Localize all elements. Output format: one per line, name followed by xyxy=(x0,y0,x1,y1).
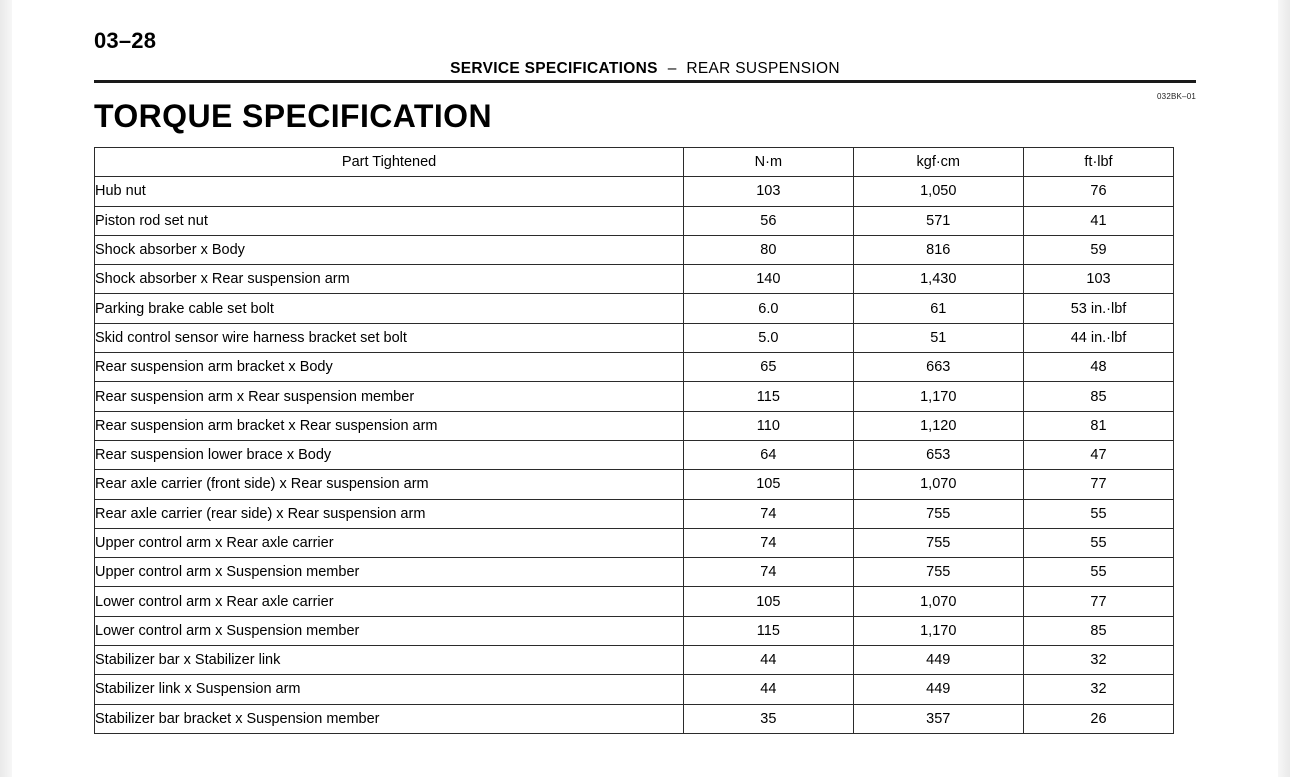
cell-part-tightened: Stabilizer bar x Stabilizer link xyxy=(95,646,684,675)
cell-ft-lbf: 59 xyxy=(1024,235,1174,264)
table-row xyxy=(95,353,1174,382)
table-row xyxy=(95,265,1174,294)
column-header-part-tightened: Part Tightened xyxy=(95,148,684,177)
cell-newton-meter: 105 xyxy=(684,587,853,616)
cell-kgf-cm: 571 xyxy=(853,206,1023,235)
cell-newton-meter: 44 xyxy=(684,646,853,675)
cell-newton-meter: 110 xyxy=(684,411,853,440)
cell-ft-lbf: 44 in.·lbf xyxy=(1024,323,1174,352)
table-row xyxy=(95,382,1174,411)
cell-part-tightened: Rear axle carrier (rear side) x Rear suspension arm xyxy=(95,499,684,528)
cell-newton-meter: 35 xyxy=(684,704,853,733)
table-row xyxy=(95,675,1174,704)
cell-ft-lbf: 55 xyxy=(1024,558,1174,587)
cell-ft-lbf: 48 xyxy=(1024,353,1174,382)
table-body xyxy=(95,177,1174,734)
cell-newton-meter: 64 xyxy=(684,440,853,469)
cell-part-tightened: Rear suspension arm bracket x Rear suspension arm xyxy=(95,411,684,440)
table-row xyxy=(95,440,1174,469)
cell-newton-meter: 74 xyxy=(684,528,853,557)
table-row xyxy=(95,587,1174,616)
cell-part-tightened: Lower control arm x Suspension member xyxy=(95,616,684,645)
cell-ft-lbf: 103 xyxy=(1024,265,1174,294)
cell-newton-meter: 103 xyxy=(684,177,853,206)
page-title: TORQUE SPECIFICATION xyxy=(94,98,492,134)
running-head-subject: REAR SUSPENSION xyxy=(686,60,840,77)
cell-part-tightened: Shock absorber x Body xyxy=(95,235,684,264)
table-row xyxy=(95,235,1174,264)
table-row xyxy=(95,558,1174,587)
cell-part-tightened: Rear axle carrier (front side) x Rear suspension arm xyxy=(95,470,684,499)
table-row xyxy=(95,206,1174,235)
cell-kgf-cm: 816 xyxy=(853,235,1023,264)
cell-ft-lbf: 41 xyxy=(1024,206,1174,235)
cell-kgf-cm: 653 xyxy=(853,440,1023,469)
torque-specification-table xyxy=(94,147,1174,734)
page-gutter-right xyxy=(1278,0,1290,777)
page-number: 03–28 xyxy=(94,28,157,53)
cell-newton-meter: 74 xyxy=(684,558,853,587)
table-row xyxy=(95,323,1174,352)
cell-kgf-cm: 1,070 xyxy=(853,587,1023,616)
header-rule xyxy=(94,80,1196,83)
cell-part-tightened: Upper control arm x Rear axle carrier xyxy=(95,528,684,557)
cell-part-tightened: Piston rod set nut xyxy=(95,206,684,235)
table-head xyxy=(95,148,1174,177)
cell-kgf-cm: 755 xyxy=(853,499,1023,528)
table-row xyxy=(95,177,1174,206)
cell-newton-meter: 80 xyxy=(684,235,853,264)
cell-ft-lbf: 47 xyxy=(1024,440,1174,469)
cell-ft-lbf: 76 xyxy=(1024,177,1174,206)
cell-part-tightened: Stabilizer bar bracket x Suspension member xyxy=(95,704,684,733)
cell-part-tightened: Skid control sensor wire harness bracket set bolt xyxy=(95,323,684,352)
cell-newton-meter: 74 xyxy=(684,499,853,528)
cell-ft-lbf: 85 xyxy=(1024,382,1174,411)
cell-part-tightened: Upper control arm x Suspension member xyxy=(95,558,684,587)
document-page xyxy=(12,0,1278,777)
table-row xyxy=(95,528,1174,557)
table-header-row xyxy=(95,148,1174,177)
column-header-kgf-cm: kgf·cm xyxy=(853,148,1023,177)
cell-newton-meter: 115 xyxy=(684,616,853,645)
cell-kgf-cm: 1,120 xyxy=(853,411,1023,440)
cell-kgf-cm: 1,050 xyxy=(853,177,1023,206)
document-reference-code: 032BK–01 xyxy=(1157,92,1196,101)
table-row xyxy=(95,470,1174,499)
cell-ft-lbf: 81 xyxy=(1024,411,1174,440)
cell-kgf-cm: 1,170 xyxy=(853,616,1023,645)
cell-part-tightened: Hub nut xyxy=(95,177,684,206)
cell-ft-lbf: 55 xyxy=(1024,499,1174,528)
cell-newton-meter: 65 xyxy=(684,353,853,382)
column-header-newton-meter: N·m xyxy=(684,148,853,177)
running-head-section: SERVICE SPECIFICATIONS xyxy=(450,60,658,77)
cell-kgf-cm: 1,430 xyxy=(853,265,1023,294)
cell-kgf-cm: 449 xyxy=(853,675,1023,704)
cell-ft-lbf: 77 xyxy=(1024,587,1174,616)
cell-newton-meter: 5.0 xyxy=(684,323,853,352)
cell-part-tightened: Rear suspension lower brace x Body xyxy=(95,440,684,469)
cell-newton-meter: 105 xyxy=(684,470,853,499)
cell-kgf-cm: 663 xyxy=(853,353,1023,382)
cell-part-tightened: Parking brake cable set bolt xyxy=(95,294,684,323)
cell-ft-lbf: 55 xyxy=(1024,528,1174,557)
cell-ft-lbf: 53 in.·lbf xyxy=(1024,294,1174,323)
cell-newton-meter: 115 xyxy=(684,382,853,411)
cell-kgf-cm: 1,070 xyxy=(853,470,1023,499)
torque-specification-table-container xyxy=(94,147,1174,734)
cell-part-tightened: Shock absorber x Rear suspension arm xyxy=(95,265,684,294)
cell-kgf-cm: 61 xyxy=(853,294,1023,323)
cell-ft-lbf: 26 xyxy=(1024,704,1174,733)
cell-ft-lbf: 32 xyxy=(1024,675,1174,704)
cell-ft-lbf: 85 xyxy=(1024,616,1174,645)
page-gutter-left xyxy=(0,0,12,777)
table-row xyxy=(95,646,1174,675)
table-row xyxy=(95,499,1174,528)
cell-part-tightened: Stabilizer link x Suspension arm xyxy=(95,675,684,704)
table-row xyxy=(95,616,1174,645)
running-head xyxy=(94,60,1196,78)
cell-part-tightened: Lower control arm x Rear axle carrier xyxy=(95,587,684,616)
cell-kgf-cm: 755 xyxy=(853,558,1023,587)
cell-ft-lbf: 77 xyxy=(1024,470,1174,499)
cell-newton-meter: 44 xyxy=(684,675,853,704)
cell-ft-lbf: 32 xyxy=(1024,646,1174,675)
cell-part-tightened: Rear suspension arm x Rear suspension member xyxy=(95,382,684,411)
cell-kgf-cm: 51 xyxy=(853,323,1023,352)
column-header-ft-lbf: ft·lbf xyxy=(1024,148,1174,177)
cell-kgf-cm: 449 xyxy=(853,646,1023,675)
cell-kgf-cm: 357 xyxy=(853,704,1023,733)
cell-kgf-cm: 755 xyxy=(853,528,1023,557)
cell-newton-meter: 140 xyxy=(684,265,853,294)
table-row xyxy=(95,704,1174,733)
table-row xyxy=(95,294,1174,323)
table-row xyxy=(95,411,1174,440)
cell-kgf-cm: 1,170 xyxy=(853,382,1023,411)
cell-part-tightened: Rear suspension arm bracket x Body xyxy=(95,353,684,382)
cell-newton-meter: 6.0 xyxy=(684,294,853,323)
cell-newton-meter: 56 xyxy=(684,206,853,235)
running-head-separator: – xyxy=(667,60,677,77)
